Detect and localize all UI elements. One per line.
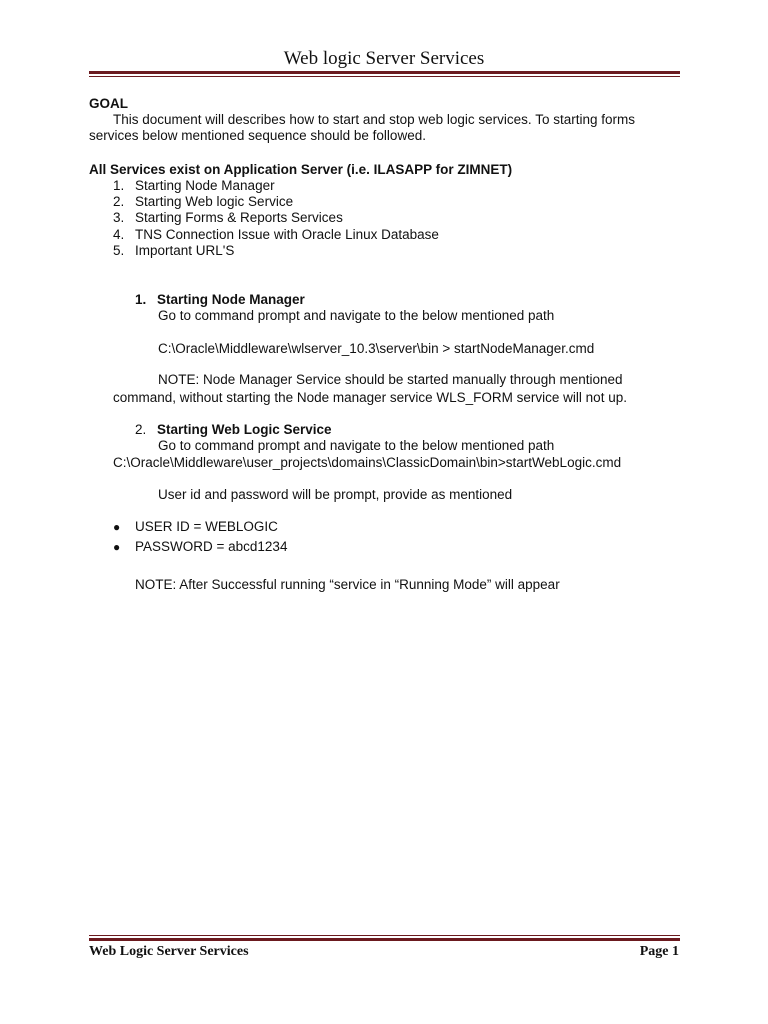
footer-title: Web Logic Server Services: [89, 944, 249, 959]
goal-heading: GOAL: [89, 96, 128, 111]
list-item: [113, 226, 439, 243]
list-item: [113, 177, 275, 194]
list-item-label: Starting Node Manager: [135, 178, 275, 193]
section2-intro: Go to command prompt and navigate to the below mentioned path: [158, 438, 555, 453]
header-rule: [89, 71, 680, 74]
bullet-icon: ●: [113, 520, 121, 534]
page-header-title: Web logic Server Services: [283, 48, 485, 69]
list-item-number: 3.: [113, 210, 125, 225]
list-item-label: TNS Connection Issue with Oracle Linux Database: [135, 227, 439, 242]
page-number: Page 1: [639, 944, 679, 959]
bullet-item-text: PASSWORD = abcd1234: [135, 539, 288, 554]
section1-command: C:\Oracle\Middleware\wlserver_10.3\server\bin > startNodeManager.cmd: [158, 341, 595, 356]
list-item: [113, 242, 234, 259]
list-item: [113, 209, 343, 226]
list-item-number: 4.: [113, 227, 125, 242]
section1-note-line1: NOTE: Node Manager Service should be started manually through mentioned: [158, 372, 623, 387]
section2-prompt: User id and password will be prompt, provide as mentioned: [158, 487, 513, 502]
section2-title: Starting Web Logic Service: [157, 422, 332, 437]
goal-text-line2: services below mentioned sequence should be followed.: [89, 128, 426, 143]
bullet-item: [113, 538, 120, 556]
section1-note-line2: command, without starting the Node manager service WLS_FORM service will not up.: [113, 390, 627, 405]
list-item-number: 2.: [113, 194, 125, 209]
services-heading: All Services exist on Application Server (i.e. ILASAPP for ZIMNET): [89, 162, 513, 177]
list-item-number: 1.: [113, 178, 125, 193]
section2-note: NOTE: After Successful running “service in “Running Mode” will appear: [135, 577, 560, 592]
section1-title: Starting Node Manager: [157, 292, 305, 307]
bullet-item: [113, 518, 120, 536]
section1-intro: Go to command prompt and navigate to the below mentioned path: [158, 308, 555, 323]
footer-rule: [89, 938, 680, 941]
section2-command: C:\Oracle\Middleware\user_projects\domains\ClassicDomain\bin>startWebLogic.cmd: [113, 455, 622, 470]
section2-heading: [135, 421, 332, 438]
goal-text-line1: This document will describes how to start and stop web logic services. To starting forms: [113, 112, 635, 127]
section1-number: 1.: [135, 292, 147, 307]
section2-number: 2.: [135, 422, 147, 437]
list-item-label: Starting Web logic Service: [135, 194, 294, 209]
list-item-label: Important URL'S: [135, 243, 235, 258]
header-rule-thin: [89, 76, 680, 77]
list-item: [113, 193, 293, 210]
list-item-number: 5.: [113, 243, 125, 258]
bullet-item-text: USER ID = WEBLOGIC: [135, 519, 278, 534]
list-item-label: Starting Forms & Reports Services: [135, 210, 343, 225]
section1-heading: [135, 291, 305, 308]
bullet-icon: ●: [113, 540, 121, 554]
footer-rule-thin: [89, 935, 680, 936]
